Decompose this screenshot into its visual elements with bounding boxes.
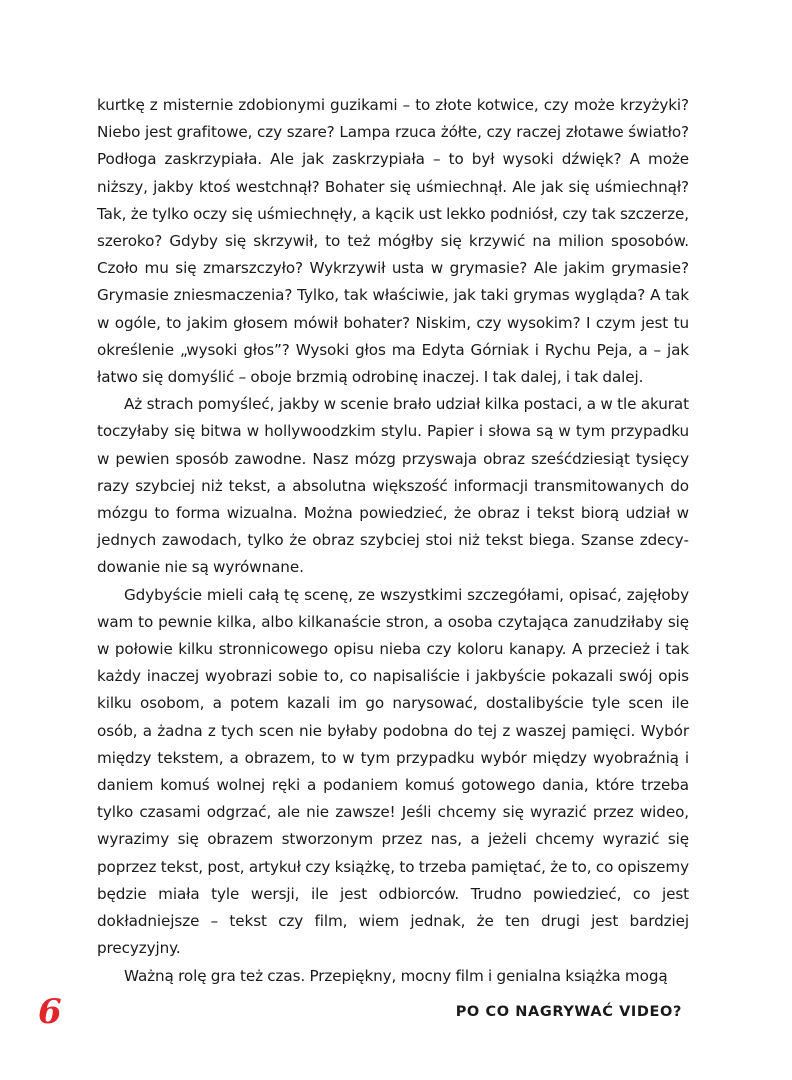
page-number: 6	[38, 992, 62, 1032]
paragraph-describing-scene: Gdybyście mieli całą tę scenę, ze wszystkimi szczegółami, opisać, zajęłoby wam to pewnie kilka, albo kilkanaście stron, a osoba czytająca zanudziłaby się w połowie kilku stronnicowego opisu nieba czy koloru kanapy. A przecież i tak każdy inaczej wyobrazi sobie to, co napisaliście i jakbyście pokazali swój opis kilku osobom, a potem kazali im go narysować, dostalibyście tyle scen ile osób, a żadna z tych scen nie byłaby podobna do tej z waszej pamięci. Wybór między tekstem, a obrazem, to w tym przypadku wybór między wyobraźnią i daniem komuś wolnej ręki a podaniem komuś gotowego dania, które trzeba tylko czasami odgrzać, ale nie zawsze! Jeśli chcemy się wyrazić przez wideo, wyrazimy się obrazem stworzonym przez nas, a jeżeli chcemy wyrazić się poprzez tekst, post, artykuł czy książkę, to trzeba pamiętać, że to, co opiszemy będzie miała tyle wersji, ile jest odbiorców. Trudno powiedzieć, co jest dokładniejsze – tekst czy film, wiem jednak, że ten drugi jest bardziej precyzyjny.	[97, 585, 689, 958]
body-text	[97, 92, 689, 990]
paragraph-continuation: kurtkę z misternie zdobionymi guzikami – to złote kotwice, czy może krzyżyki? Niebo jest grafitowe, czy szare? Lampa rzuca żółte, czy raczej złotawe światło? Podłoga zaskrzypiała. Ale jak zaskrzypiała – to był wysoki dźwięk? A może niższy, jakby ktoś westchnął? Bohater się uśmiechnął. Ale jak się uśmiechnął? Tak, że tylko oczy się uśmiechnęły, a kącik ust lekko podniósł, czy tak szczerze, szeroko? Gdyby się skrzywił, to też mógłby się krzywić na milion sposobów. Czoło mu się zmarszczyło? Wykrzywił usta w grymasie? Ale jakim grymasie? Grymasie zniesmaczenia? Tylko, tak właściwie, jak taki grymas wygląda? A tak w ogóle, to jakim głosem mówił bohater? Niskim, czy wysokim? I czym jest tu określenie „wysoki głos”? Wysoki głos ma Edyta Górniak i Rychu Peja, a – jak łatwo się domyślić – oboje brzmią odrobinę inaczej. I tak dalej, i tak dalej.	[97, 96, 689, 387]
paragraph-time: Ważną rolę gra też czas. Przepiękny, mocny film i genialna książka mogą	[124, 966, 668, 985]
paragraph-battle-scene: Aż strach pomyśleć, jakby w scenie brało udział kilka postaci, a w tle akurat toczyłaby się bitwa w hollywoodzkim stylu. Papier i słowa są w tym przypadku w pewien sposób zawodne. Nasz mózg przyswaja obraz sześćdziesiąt tysięcy razy szybciej niż tekst, a absolutna większość informacji transmitowanych do mózgu to forma wizualna. Można powiedzieć, że obraz i tekst biorą udział w jednych zawodach, tylko że obraz szybciej stoi niż tekst biega. Szanse zdecydowanie nie są wyrównane.	[97, 395, 689, 577]
running-footer-title: PO CO NAGRYWAĆ VIDEO?	[455, 1004, 682, 1020]
